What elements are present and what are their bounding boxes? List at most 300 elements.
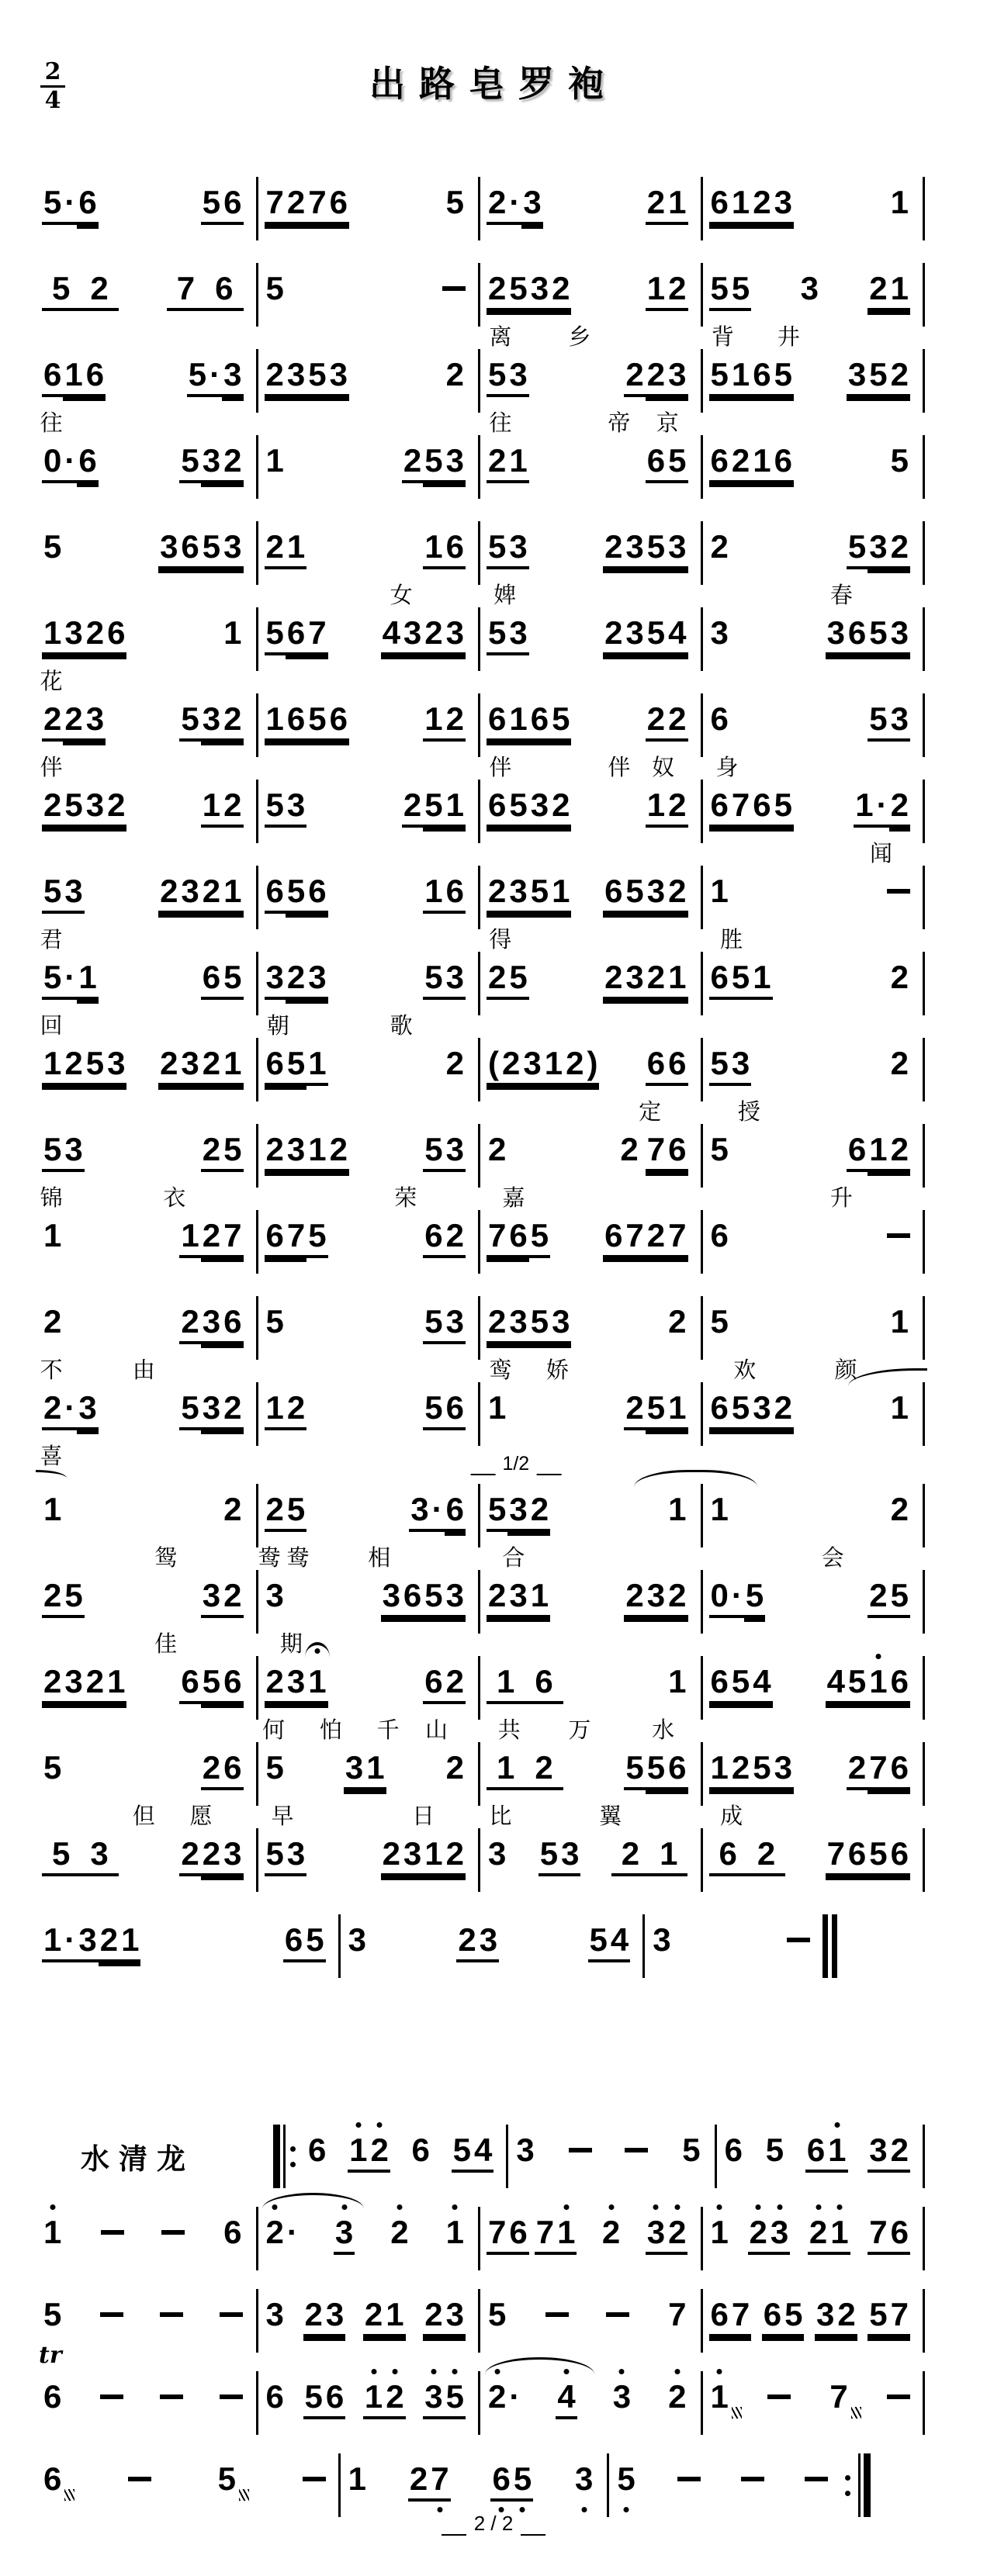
- note-char: 1: [43, 1491, 62, 1527]
- note-char: 6: [223, 1749, 242, 1786]
- note-cluster: [222, 1490, 243, 1529]
- note-char: 3: [445, 1131, 464, 1167]
- note-token: [265, 1490, 307, 1529]
- note-char: 6: [329, 184, 348, 220]
- measure: [480, 1302, 701, 1381]
- measure: [703, 1216, 923, 1295]
- measure-notes: [703, 1490, 923, 1538]
- note-token: [646, 183, 688, 222]
- note-char: 2: [604, 959, 623, 995]
- note-token: [868, 2213, 910, 2252]
- note-cluster: [709, 355, 794, 394]
- lyrics-row: [36, 233, 256, 261]
- note-token: [611, 2377, 632, 2416]
- note-char: 3: [890, 700, 909, 737]
- note-token: [487, 527, 529, 566]
- note-char: 6: [85, 356, 105, 392]
- note-char: 6: [646, 1045, 666, 1081]
- note-token: [265, 958, 328, 997]
- note-char: 2: [43, 700, 62, 737]
- octave-dot-high: [777, 2204, 782, 2210]
- note-token: [42, 700, 106, 738]
- note-char: 2: [710, 528, 729, 565]
- note-char: 6: [710, 2296, 729, 2332]
- note-char: 6: [710, 442, 729, 479]
- time-signature: [39, 58, 67, 114]
- note-cluster: [265, 958, 328, 997]
- measure-notes: [703, 1662, 923, 1710]
- note-token: [452, 2131, 494, 2170]
- measure-notes: [480, 786, 701, 834]
- note-char: 7: [646, 1131, 666, 1167]
- measure-notes: [480, 2377, 701, 2426]
- measure-notes: [480, 355, 701, 403]
- note-token: [179, 1662, 243, 1701]
- note-char: 2: [646, 356, 666, 392]
- note-cluster: [709, 1490, 730, 1529]
- measure-notes: [36, 183, 256, 231]
- note-char: 5: [646, 1749, 666, 1786]
- octave-dot-high: [431, 2369, 436, 2374]
- note-char: 5: [509, 959, 528, 995]
- note-char: 2: [64, 1045, 83, 1081]
- note-cluster: [667, 2377, 687, 2416]
- note-cluster: [667, 2295, 687, 2334]
- note-cluster: [216, 2460, 237, 2498]
- note-char: 5: [552, 700, 570, 737]
- note-token: [487, 1302, 571, 1341]
- score-title: 出路皂罗袍: [369, 64, 618, 104]
- note-char: 3: [479, 1921, 498, 1958]
- note-token: [826, 1662, 910, 1701]
- note-cluster: [306, 2131, 327, 2170]
- measure: [703, 1130, 923, 1211]
- measure-notes: [480, 1662, 701, 1710]
- note-char: 6: [445, 873, 464, 909]
- note-token: [646, 2213, 688, 2252]
- lyrics-row: [480, 1540, 701, 1571]
- measure: [480, 1834, 701, 1913]
- measure-notes: [36, 1834, 256, 1883]
- lyrics-row: [36, 578, 256, 606]
- note-token: [179, 1834, 243, 1873]
- note-cluster: [265, 872, 328, 911]
- measure-notes: [703, 1130, 923, 1178]
- note-char: 2: [223, 442, 242, 479]
- note-char: 5: [512, 2460, 533, 2498]
- note-cluster: [423, 2377, 466, 2416]
- measure-notes: [480, 1576, 701, 1624]
- note-char: 5: [452, 2132, 471, 2168]
- score-line: [36, 872, 925, 953]
- note-char: 3: [308, 959, 327, 995]
- repeat-thick-stroke: [273, 2125, 280, 2188]
- note-char: 2: [160, 873, 178, 909]
- note-char: 2: [668, 1303, 687, 1340]
- rest-dash: [741, 2460, 764, 2498]
- note-char: ·: [64, 184, 76, 220]
- measure-notes: [258, 1748, 479, 1796]
- measure: [258, 700, 479, 778]
- note-cluster: [868, 2295, 910, 2334]
- note-cluster: [573, 2460, 594, 2498]
- note-token: [389, 2213, 410, 2252]
- note-cluster: [42, 269, 119, 308]
- note-char: 3: [769, 2213, 790, 2252]
- note-char: 5: [745, 1577, 764, 1613]
- note-char: 6: [709, 1834, 747, 1873]
- note-char: 2: [890, 2132, 909, 2168]
- lyrics-row: [258, 1008, 479, 1039]
- note-char: 2: [488, 959, 507, 995]
- note-token: [265, 1388, 307, 1427]
- barline: [923, 177, 925, 240]
- note-cluster: [514, 2131, 535, 2170]
- note-char: 2: [445, 1835, 464, 1872]
- note-cluster: [158, 1044, 243, 1083]
- note-cluster: [487, 1216, 550, 1255]
- lyrics-row: [341, 1971, 643, 1999]
- measure-notes: [703, 269, 923, 317]
- octave-dot-high: [392, 2369, 397, 2374]
- measure: [717, 2131, 923, 2179]
- lyrics-row: [480, 1799, 701, 1827]
- measure: [703, 958, 923, 1036]
- note-char: 2: [43, 787, 62, 823]
- note-token: [265, 1662, 328, 1701]
- lyric-syllable: 翼: [599, 1804, 622, 1829]
- note-char: 1: [668, 1491, 687, 1527]
- note-token: [487, 1130, 507, 1169]
- measure-notes: [480, 700, 701, 748]
- note-token: [423, 1388, 466, 1427]
- note-char: 5: [43, 873, 62, 909]
- note-char: 5: [424, 1577, 443, 1613]
- lyrics-row: [645, 1971, 822, 1999]
- measure-notes: [480, 1130, 701, 1178]
- note-char: 7: [668, 1217, 687, 1253]
- note-token: [490, 2460, 533, 2498]
- note-cluster: [828, 2377, 849, 2416]
- note-token: [216, 2460, 237, 2498]
- note-char: 1: [649, 1834, 687, 1873]
- note-char: 3: [509, 528, 528, 565]
- note-token: [42, 441, 99, 480]
- note-char: 1: [223, 873, 242, 909]
- note-cluster: [100, 2295, 123, 2334]
- measure-notes: [645, 1921, 822, 1969]
- note-char: 2: [202, 1045, 221, 1081]
- note-cluster: [889, 1490, 910, 1529]
- note-char: 6: [308, 2132, 327, 2168]
- dash-mark: [677, 2477, 701, 2481]
- note-token: [709, 1216, 730, 1255]
- measure: [36, 786, 256, 864]
- note-cluster: [42, 1834, 119, 1873]
- note-char: 3: [223, 356, 242, 392]
- note-char: 3: [668, 528, 687, 565]
- note-token: [42, 2460, 63, 2498]
- dash-mark: [767, 2394, 791, 2399]
- lyrics-row: [480, 664, 701, 692]
- note-char: 3: [202, 442, 221, 479]
- note-char: 2: [530, 1491, 549, 1527]
- note-char: 3: [774, 184, 792, 220]
- note-char: 5: [625, 873, 644, 909]
- note-cluster: [445, 183, 466, 222]
- note-cluster: [889, 183, 910, 222]
- note-cluster: [265, 441, 286, 480]
- lyrics-row: [36, 1971, 338, 1999]
- lyrics-row: [258, 1181, 479, 1211]
- note-token: [222, 614, 243, 652]
- repeat-dot: [845, 2475, 850, 2481]
- note-token: [344, 1748, 386, 1787]
- barline: [923, 1828, 925, 1892]
- measure: [258, 527, 479, 606]
- measure: [258, 1302, 479, 1381]
- note-token: [487, 1216, 550, 1255]
- note-cluster: [854, 786, 910, 825]
- lyric-syllable: 春: [829, 583, 853, 608]
- note-char: 7: [167, 269, 205, 308]
- octave-dot-high: [355, 2122, 361, 2128]
- measure: [645, 1921, 822, 1999]
- measure: [36, 958, 256, 1039]
- measure: [258, 872, 479, 950]
- note-char: 2: [223, 1577, 242, 1613]
- note-char: 1: [646, 270, 666, 306]
- measure: [703, 786, 923, 864]
- note-cluster: [646, 2213, 688, 2252]
- note-char: 2: [601, 2213, 622, 2252]
- lyric-syllable: 帝: [608, 411, 631, 436]
- note-cluster: [667, 1490, 687, 1529]
- note-char: 7: [890, 2296, 909, 2332]
- measure: [258, 1662, 479, 1741]
- measure-notes: [300, 2131, 506, 2179]
- note-cluster: [389, 2213, 410, 2252]
- note-token: [487, 1662, 563, 1701]
- octave-dot-high: [371, 2369, 376, 2374]
- note-char: 6: [205, 269, 243, 308]
- note-cluster: [847, 1748, 910, 1787]
- note-char: 1: [223, 614, 242, 651]
- note-char: 3: [78, 1921, 97, 1958]
- note-char: 3: [78, 1389, 97, 1426]
- lyric-syllable: 比: [489, 1804, 512, 1829]
- note-char: 6: [424, 1663, 443, 1699]
- note-char: 5: [488, 1491, 507, 1527]
- rest-dash: [100, 2295, 123, 2334]
- lyric-syllable: 愿: [189, 1804, 213, 1829]
- note-token: [487, 441, 529, 480]
- note-char: 2: [668, 873, 687, 909]
- measure: [480, 1576, 701, 1655]
- note-cluster: [545, 2295, 569, 2334]
- measure-notes: [258, 614, 479, 662]
- note-char: 6: [42, 2460, 63, 2498]
- note-char: ·: [509, 184, 521, 220]
- note-char: 2: [403, 442, 422, 479]
- note-char: 6: [646, 442, 666, 479]
- note-char: 1: [890, 1303, 909, 1340]
- measure-notes: [480, 872, 701, 920]
- note-char: 2: [668, 787, 687, 823]
- note-cluster: [868, 700, 910, 738]
- note-char: 5: [306, 1921, 324, 1958]
- rest-dash: [160, 2295, 183, 2334]
- note-token: [709, 183, 794, 222]
- note-char: 6: [753, 356, 771, 392]
- lyrics-row: [36, 1799, 256, 1827]
- note-char: 7: [286, 1217, 306, 1253]
- note-token: [487, 2377, 521, 2416]
- note-cluster: [603, 1216, 687, 1255]
- note-token: [709, 1044, 752, 1083]
- lyrics-row: [258, 1353, 479, 1381]
- barline: [923, 263, 925, 327]
- score-line: [36, 1662, 925, 1741]
- score-line: [36, 2295, 925, 2353]
- note-token: [265, 1130, 349, 1169]
- note-char: 3: [625, 614, 644, 651]
- note-token: [709, 700, 730, 738]
- note-char: 5: [43, 2296, 62, 2332]
- note-char: 3: [348, 1921, 366, 1958]
- page-number-left-dash: [442, 2526, 466, 2536]
- score-lines: [36, 183, 925, 2517]
- lyric-syllable: 离: [489, 325, 512, 350]
- note-char: 2: [625, 1389, 644, 1426]
- note-char: 3: [423, 2377, 444, 2416]
- measure-notes: [36, 1490, 256, 1538]
- barline: [923, 1382, 925, 1446]
- measure-notes: [480, 958, 701, 1006]
- score-line: [36, 527, 925, 606]
- note-cluster: [868, 1576, 910, 1615]
- measure-notes: [703, 441, 923, 489]
- note-cluster: [179, 700, 243, 738]
- note-char: 3: [509, 614, 528, 651]
- note-token: [805, 2131, 848, 2170]
- lyric-syllable: 鸯: [286, 1546, 310, 1571]
- measure: [341, 1921, 643, 1999]
- note-char: 7: [488, 1217, 507, 1253]
- note-char: 3: [523, 1045, 542, 1081]
- note-token: [603, 527, 687, 566]
- note-cluster: [442, 269, 466, 308]
- time-signature-denominator: 4: [44, 87, 61, 114]
- note-char: 4: [382, 614, 400, 651]
- repeat-thin-stroke: [858, 2453, 861, 2517]
- note-token: [847, 355, 910, 394]
- note-token: [158, 872, 243, 911]
- note-cluster: [677, 2460, 701, 2498]
- note-token: [179, 441, 243, 480]
- note-cluster: [100, 2377, 123, 2416]
- note-token: [603, 1216, 687, 1255]
- note-char: 5: [265, 787, 284, 823]
- note-char: 7: [488, 2214, 507, 2250]
- note-char: 0: [43, 442, 62, 479]
- note-char: 2: [890, 959, 909, 995]
- lyric-syllable: 山: [424, 1718, 448, 1743]
- lyric-syllable: 佳: [154, 1632, 178, 1657]
- note-token: [423, 527, 466, 566]
- measure-notes: [703, 355, 923, 403]
- note-char: 3: [847, 356, 867, 392]
- note-token: [42, 1490, 63, 1529]
- note-cluster: [220, 2295, 243, 2334]
- measure: [703, 441, 923, 520]
- measure-notes: [36, 1921, 338, 1969]
- note-char: 6: [509, 1217, 528, 1253]
- lyrics-row: [36, 1540, 256, 1571]
- note-char: 5: [202, 528, 221, 565]
- note-char: 5: [424, 787, 443, 823]
- note-cluster: [487, 2295, 507, 2334]
- note-char: 2: [265, 356, 284, 392]
- note-char: 5: [847, 528, 867, 565]
- note-token: [618, 1130, 639, 1169]
- note-cluster: [569, 2131, 592, 2170]
- note-char: 1: [710, 873, 729, 909]
- dash-mark: [787, 1938, 810, 1942]
- octave-dot-high: [564, 2369, 570, 2374]
- note-cluster: [847, 527, 910, 566]
- note-char: 6: [325, 2378, 345, 2415]
- note-token: [709, 872, 730, 911]
- note-char: 2: [566, 1045, 584, 1081]
- note-cluster: [179, 441, 243, 480]
- page-number-right-dash: [521, 2526, 545, 2536]
- note-cluster: [847, 1130, 910, 1169]
- measure-notes: [703, 1302, 923, 1350]
- note-char: 7: [265, 184, 284, 220]
- note-cluster: [42, 2213, 63, 2252]
- measure: [480, 441, 701, 520]
- note-token: [487, 614, 529, 652]
- note-cluster: [265, 2295, 286, 2334]
- note-cluster: [805, 2131, 848, 2170]
- measure-notes: [36, 2377, 256, 2426]
- note-token: [42, 1576, 85, 1615]
- octave-dot-high: [619, 2369, 625, 2374]
- note-token: [445, 1748, 466, 1787]
- note-char: 2: [488, 873, 507, 909]
- note-cluster: [265, 2377, 286, 2416]
- measure-notes: [36, 355, 256, 403]
- note-char: 6: [181, 528, 199, 565]
- note-token: [889, 1388, 910, 1427]
- measure-notes: [703, 2377, 923, 2426]
- note-char: 3: [286, 356, 306, 392]
- note-char: 7: [308, 184, 327, 220]
- measure-notes: [609, 2460, 840, 2508]
- fermata-dot: [314, 1648, 320, 1654]
- note-char: 6: [223, 184, 242, 220]
- note-cluster: [646, 441, 688, 480]
- note-char: ): [587, 1045, 598, 1081]
- note-token: [222, 2213, 243, 2252]
- barline: [923, 1742, 925, 1806]
- note-cluster: [423, 958, 466, 997]
- repeat-dots: [290, 2125, 296, 2188]
- measure-notes: [258, 1388, 479, 1437]
- note-char: 2: [286, 1389, 306, 1426]
- note-token: [303, 2295, 346, 2334]
